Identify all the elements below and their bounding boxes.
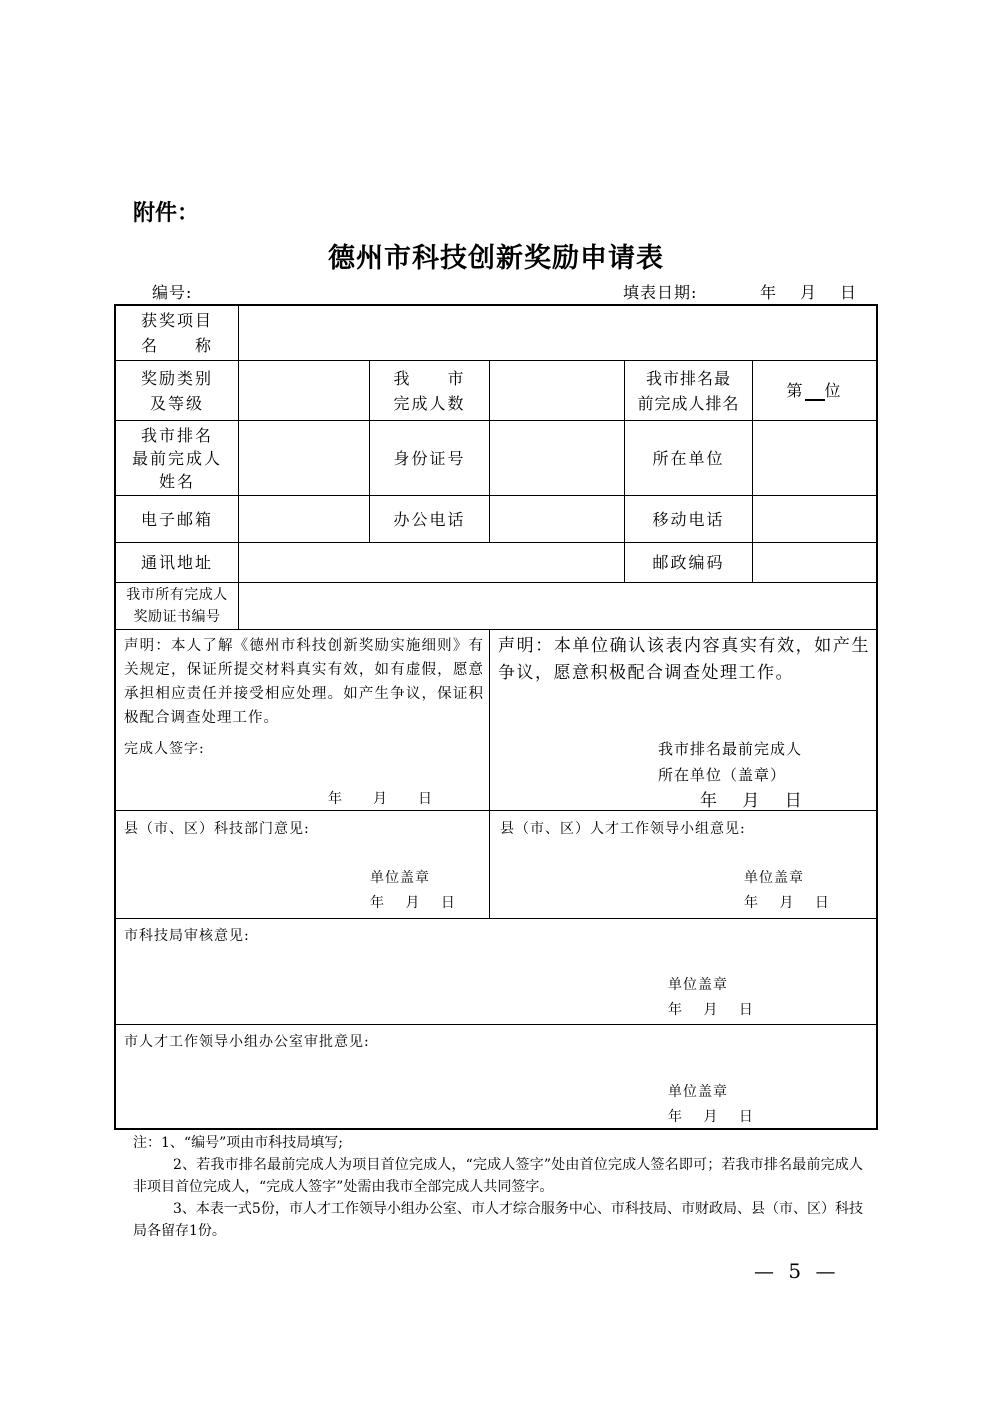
mobile-label: 移动电话 <box>652 509 725 529</box>
unit-label: 所在单位 <box>652 448 725 468</box>
top-completer-name-field[interactable] <box>239 421 369 495</box>
note-3: 3、本表一式5份，市人才工作领导小组办公室、市人才综合服务中心、市科技局、市财政局、县（市、区）科技局各留存1份。 <box>133 1201 863 1239</box>
top-completer-name-label: 我市排名 最前完成人 姓名 <box>131 425 222 491</box>
city-talent-seal-label: 单位盖章 <box>668 1084 728 1100</box>
city-tech-seal-date: 年 月 日 <box>668 1002 754 1018</box>
unit-field[interactable] <box>753 421 876 495</box>
email-label: 电子邮箱 <box>140 509 213 529</box>
unit-stamp-line1: 我市排名最前完成人 <box>658 740 803 758</box>
project-name-field[interactable] <box>239 306 876 360</box>
postal-code-field[interactable] <box>753 543 876 582</box>
address-field[interactable] <box>239 543 624 582</box>
award-category-label: 奖励类别 及等级 <box>140 368 213 413</box>
county-talent-opinion-field[interactable] <box>490 836 876 916</box>
attachment-label: 附件： <box>133 201 200 226</box>
id-number-label: 身份证号 <box>393 448 466 468</box>
notes <box>133 1132 863 1242</box>
project-name-label: 获奖项目 名 称 <box>140 311 213 355</box>
unit-stamp-date: 年 月 日 <box>700 791 803 811</box>
county-talent-seal-label: 单位盖章 <box>744 870 804 886</box>
county-tech-seal-date: 年 月 日 <box>370 895 456 911</box>
unit-stamp-line2: 所在单位（盖章） <box>658 766 787 784</box>
county-talent-seal-date: 年 月 日 <box>744 895 830 911</box>
personal-declaration: 声明：本人了解《德州市科技创新奖励实施细则》有关规定，保证所提交材料真实有效，如有虚假，愿意承担相应责任并接受相应处理。如产生争议，保证积极配合调查处理工作。 <box>124 638 484 726</box>
city-talent-approval-field[interactable] <box>116 1052 876 1128</box>
form-title: 德州市科技创新奖励申请表 <box>328 243 664 274</box>
city-tech-review-label: 市科技局审核意见: <box>124 928 250 944</box>
unit-declaration: 声明：本单位确认该表内容真实有效，如产生争议，愿意积极配合调查处理工作。 <box>498 636 870 683</box>
rank-suffix: 位 <box>824 381 843 400</box>
completers-count-label: 我 市 完成人数 <box>393 368 466 413</box>
id-number-field[interactable] <box>490 421 624 495</box>
completers-count-field[interactable] <box>490 361 624 420</box>
mobile-field[interactable] <box>753 496 876 542</box>
fill-date-label: 填表日期: <box>623 283 698 302</box>
county-talent-opinion-label: 县（市、区）人才工作领导小组意见: <box>500 821 746 837</box>
number-label: 编号: <box>152 283 193 302</box>
city-talent-approval-label: 市人才工作领导小组办公室审批意见: <box>124 1034 370 1050</box>
certificate-label: 我市所有完成人 奖励证书编号 <box>126 587 228 625</box>
office-phone-field[interactable] <box>490 496 624 542</box>
rank-prefix: 第 <box>786 381 805 400</box>
postal-code-label: 邮政编码 <box>652 553 725 572</box>
rank-field[interactable] <box>753 361 876 420</box>
rank-blank[interactable] <box>805 381 825 401</box>
email-field[interactable] <box>239 496 369 542</box>
county-tech-seal-label: 单位盖章 <box>370 870 430 886</box>
note-2: 2、若我市排名最前完成人为项目首位完成人，“完成人签字”处由首位完成人签名即可；若我市排名最前完成人非项目首位完成人，“完成人签字”处需由我市全部完成人共同签字。 <box>133 1157 863 1195</box>
sign-date: 年 月 日 <box>328 791 433 807</box>
city-talent-seal-date: 年 月 日 <box>668 1109 754 1125</box>
fill-date-value: 年 月 日 <box>760 283 861 302</box>
note-1: 注：1、“编号”项由市科技局填写; <box>133 1135 343 1151</box>
office-phone-label: 办公电话 <box>393 509 466 529</box>
application-form-table <box>114 304 878 1130</box>
page-number: — 5 — <box>754 1259 840 1283</box>
top-rank-label: 我市排名最 前完成人排名 <box>637 368 740 413</box>
signature-label: 完成人签字: <box>124 741 205 757</box>
certificate-field[interactable] <box>239 583 876 629</box>
city-tech-review-field[interactable] <box>116 946 876 1022</box>
county-tech-opinion-field[interactable] <box>116 836 488 916</box>
county-tech-opinion-label: 县（市、区）科技部门意见: <box>124 821 310 837</box>
city-tech-seal-label: 单位盖章 <box>668 977 728 993</box>
address-label: 通讯地址 <box>140 553 213 572</box>
signature-field[interactable] <box>216 732 466 756</box>
award-category-field[interactable] <box>239 361 369 420</box>
